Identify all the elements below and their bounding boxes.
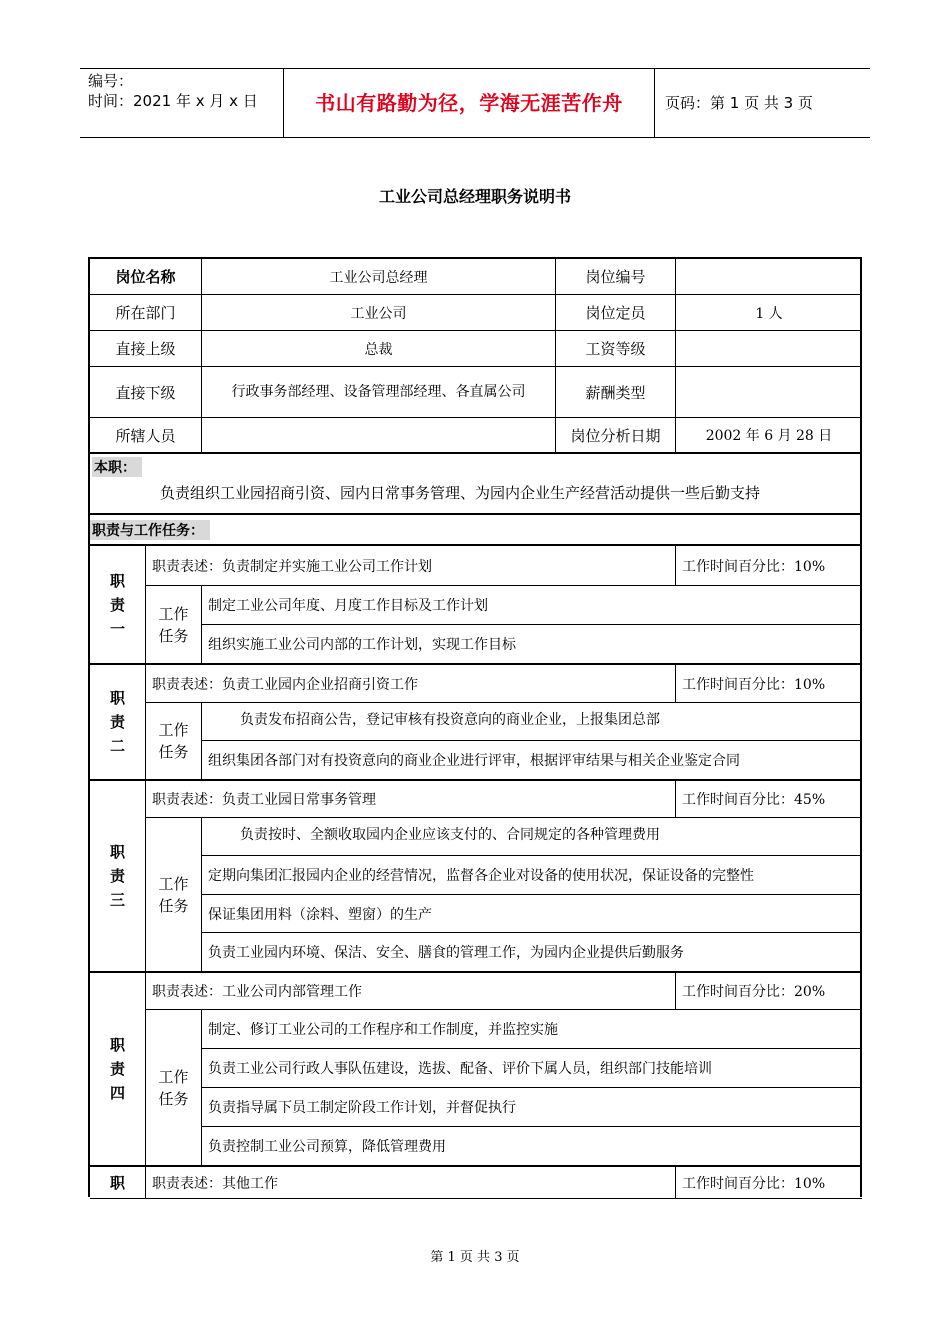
staff-label: 所辖人员 [90, 417, 201, 452]
analysis-date-label: 岗位分析日期 [555, 417, 675, 452]
headcount-label: 岗位定员 [555, 294, 675, 330]
salary-type-value [675, 366, 862, 417]
superior-label: 直接上级 [90, 330, 201, 366]
role-label: 本职： [92, 457, 142, 477]
duties-section-header [90, 513, 862, 544]
header-meta [80, 69, 283, 137]
duty-3-statement: 职责表述：负责工业园日常事务管理 [145, 779, 675, 817]
number-label: 编号： [88, 72, 134, 90]
duty-5-label: 职 [90, 1165, 145, 1199]
duty-1-statement: 职责表述：负责制定并实施工业公司工作计划 [145, 544, 675, 585]
time-label: 时间：2021 年 x 月 x 日 [88, 92, 258, 110]
subordinates-value: 行政事务部经理、设备管理部经理、各直属公司 [201, 366, 555, 417]
duty-4-label: 职 责 四 [90, 971, 145, 1165]
duty-2-label: 职 责 二 [90, 663, 145, 779]
salary-grade-value [675, 330, 862, 366]
duty-4-task-4: 负责控制工业公司预算，降低管理费用 [201, 1126, 862, 1165]
duty-4-task-1: 制定、修订工业公司的工作程序和工作制度，并监控实施 [201, 1009, 862, 1048]
position-name-label: 岗位名称 [115, 268, 176, 286]
duty-4-statement: 职责表述：工业公司内部管理工作 [145, 971, 675, 1009]
superior-value: 总裁 [201, 330, 555, 366]
analysis-date-value: 2002 年 6 月 28 日 [675, 417, 862, 452]
page-info: 页码：第 1 页 共 3 页 [665, 94, 813, 112]
position-name-value: 工业公司总经理 [201, 259, 555, 294]
job-description-table [88, 257, 862, 1197]
page-footer: 第 1 页 共 3 页 [430, 1250, 520, 1265]
duty-2-task-1: 负责发布招商公告，登记审核有投资意向的商业企业，上报集团总部 [201, 702, 862, 740]
salary-grade-label: 工资等级 [555, 330, 675, 366]
duties-section-label: 职责与工作任务： [90, 520, 210, 540]
duty-3-task-1: 负责按时、全额收取园内企业应该支付的、合同规定的各种管理费用 [201, 817, 862, 855]
staff-value [201, 417, 555, 452]
document-title: 工业公司总经理职务说明书 [378, 187, 571, 206]
duty-4-percent: 工作时间百分比：20% [675, 971, 862, 1009]
position-code-value [675, 259, 862, 294]
duty-5-statement: 职责表述：其他工作 [145, 1165, 675, 1199]
role-section [90, 452, 862, 513]
position-code-label: 岗位编号 [555, 259, 675, 294]
duty-5-percent: 工作时间百分比：10% [675, 1165, 862, 1199]
duty-1-percent: 工作时间百分比：10% [675, 544, 862, 585]
department-label: 所在部门 [90, 294, 201, 330]
duty-1-label: 职 责 一 [90, 544, 145, 663]
duty-3-label: 职 责 三 [90, 779, 145, 971]
salary-type-label: 薪酬类型 [555, 366, 675, 417]
duty-2-tasks-label: 工作 任务 [145, 702, 201, 779]
duty-3-percent: 工作时间百分比：45% [675, 779, 862, 817]
document-header [80, 68, 870, 138]
duty-2-statement: 职责表述：负责工业园内企业招商引资工作 [145, 663, 675, 702]
duty-3-task-3: 保证集团用料（涂料、塑窗）的生产 [201, 894, 862, 932]
duty-3-task-2: 定期向集团汇报园内企业的经营情况，监督各企业对设备的使用状况，保证设备的完整性 [201, 855, 862, 894]
duty-2-percent: 工作时间百分比：10% [675, 663, 862, 702]
subordinates-label: 直接下级 [90, 366, 201, 417]
role-text: 负责组织工业园招商引资、园内日常事务管理、为园内企业生产经营活动提供一些后勤支持 [160, 484, 761, 502]
duty-1-task-2: 组织实施工业公司内部的工作计划，实现工作目标 [201, 624, 862, 663]
duty-3-task-4: 负责工业园内环境、保洁、安全、膳食的管理工作，为园内企业提供后勤服务 [201, 932, 862, 971]
duty-3-tasks-label: 工作 任务 [145, 817, 201, 971]
headcount-value: 1 人 [675, 294, 862, 330]
duty-2-task-2: 组织集团各部门对有投资意向的商业企业进行评审，根据评审结果与相关企业鉴定合同 [201, 740, 862, 779]
duty-4-task-3: 负责指导属下员工制定阶段工作计划，并督促执行 [201, 1087, 862, 1126]
duty-4-task-2: 负责工业公司行政人事队伍建设，选拔、配备、评价下属人员，组织部门技能培训 [201, 1048, 862, 1087]
motto: 书山有路勤为径，学海无涯苦作舟 [283, 69, 655, 137]
duty-1-task-1: 制定工业公司年度、月度工作目标及工作计划 [201, 585, 862, 624]
department-value: 工业公司 [201, 294, 555, 330]
duty-1-tasks-label: 工作 任务 [145, 585, 201, 663]
duty-4-tasks-label: 工作 任务 [145, 1009, 201, 1165]
